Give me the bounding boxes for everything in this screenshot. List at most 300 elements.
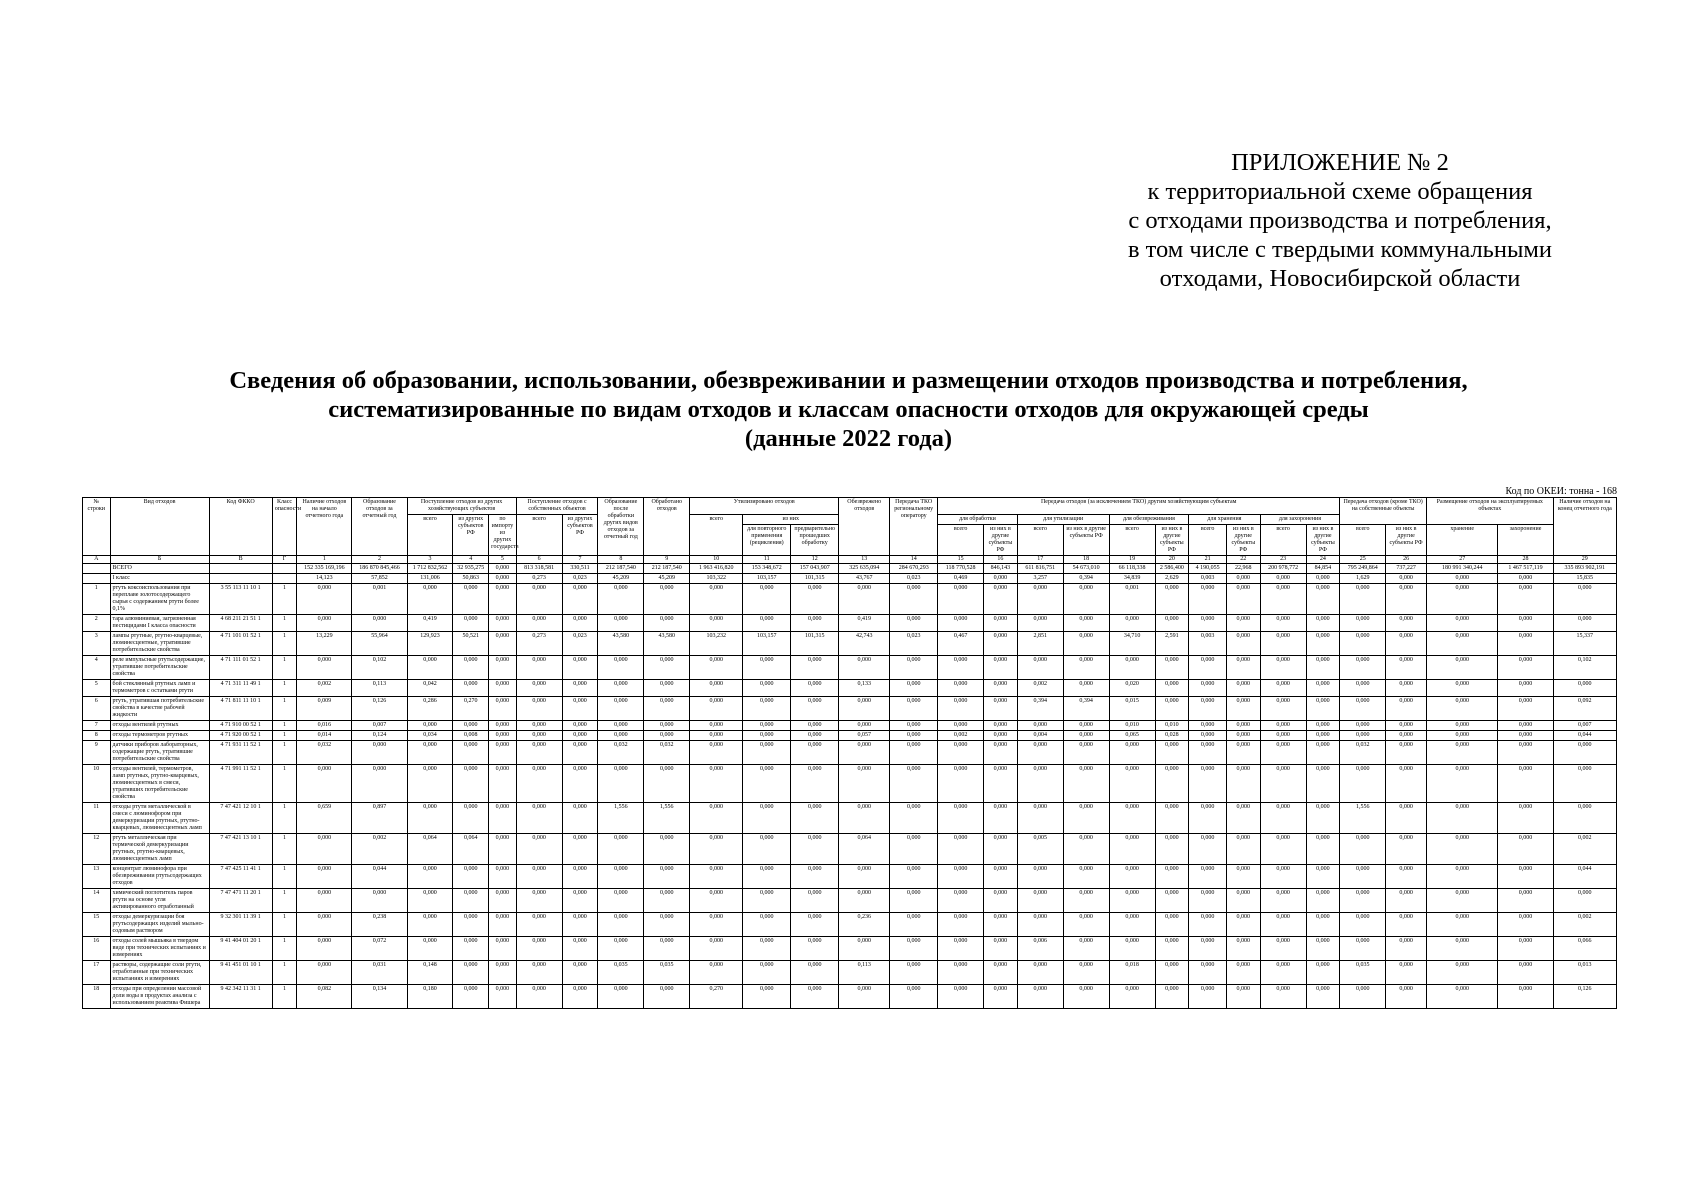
table-cell: 0,000 bbox=[407, 656, 453, 680]
table-cell bbox=[83, 574, 111, 584]
table-cell: 0,000 bbox=[516, 961, 562, 985]
table-cell: 0,000 bbox=[1189, 961, 1227, 985]
table-cell: 0,000 bbox=[1498, 697, 1553, 721]
table-cell: 0,000 bbox=[1386, 803, 1427, 834]
table-cell: 0,000 bbox=[1017, 889, 1063, 913]
table-cell: 284 670,293 bbox=[890, 564, 938, 574]
table-cell: 0,000 bbox=[1498, 889, 1553, 913]
table-cell: 0,000 bbox=[1063, 615, 1109, 632]
table-cell: 34,839 bbox=[1109, 574, 1155, 584]
table-cell: 0,000 bbox=[839, 889, 890, 913]
table-cell: 186 870 845,466 bbox=[352, 564, 407, 574]
table-cell: 0,000 bbox=[743, 656, 791, 680]
table-cell: 0,000 bbox=[352, 765, 407, 803]
col-header: Вид отходов bbox=[110, 498, 209, 556]
table-cell: 0,000 bbox=[1109, 889, 1155, 913]
table-cell: 0,000 bbox=[890, 741, 938, 765]
table-cell: 0,000 bbox=[562, 961, 598, 985]
table-cell: 0,000 bbox=[791, 741, 839, 765]
table-cell: 0,000 bbox=[1063, 721, 1109, 731]
table-cell: 0,035 bbox=[644, 961, 690, 985]
column-number: 10 bbox=[690, 556, 743, 564]
table-cell: 0,000 bbox=[489, 985, 517, 1009]
table-cell: 0,000 bbox=[1063, 741, 1109, 765]
table-cell: 0,000 bbox=[1340, 584, 1386, 615]
table-cell: 0,000 bbox=[1017, 584, 1063, 615]
table-cell: 0,000 bbox=[562, 889, 598, 913]
table-cell: 0,044 bbox=[1553, 731, 1616, 741]
table-cell: 0,000 bbox=[1553, 803, 1616, 834]
table-cell: 0,004 bbox=[1017, 731, 1063, 741]
table-cell: 0,000 bbox=[1063, 889, 1109, 913]
table-cell: 118 770,528 bbox=[938, 564, 984, 574]
table-cell: 0,000 bbox=[562, 741, 598, 765]
fkko-code-cell: 4 71 311 11 49 1 bbox=[209, 680, 272, 697]
table-cell: 0,000 bbox=[938, 584, 984, 615]
table-cell: 0,000 bbox=[1109, 834, 1155, 865]
table-cell: 0,000 bbox=[1427, 913, 1498, 937]
table-cell: 0,394 bbox=[1017, 697, 1063, 721]
table-cell: 0,000 bbox=[453, 913, 489, 937]
table-cell: 0,000 bbox=[1226, 680, 1260, 697]
table-cell: 43,580 bbox=[598, 632, 644, 656]
table-cell: 0,000 bbox=[1155, 985, 1189, 1009]
waste-type-cell: бой стеклянный ртутных ламп и термометров с остатками ртути bbox=[110, 680, 209, 697]
table-cell: 1,556 bbox=[598, 803, 644, 834]
table-cell: 0,000 bbox=[1306, 834, 1340, 865]
table-cell: 0,000 bbox=[984, 889, 1018, 913]
table-cell: 0,000 bbox=[644, 656, 690, 680]
table-row bbox=[83, 564, 1617, 574]
table-row bbox=[83, 961, 1617, 985]
table-cell: 0,000 bbox=[890, 803, 938, 834]
table-cell: 0,000 bbox=[489, 961, 517, 985]
table-cell: 32 935,275 bbox=[453, 564, 489, 574]
waste-type-cell: ртуть, утратившая потребительские свойства в качестве рабочей жидкости bbox=[110, 697, 209, 721]
table-cell: 0,000 bbox=[644, 721, 690, 731]
table-cell: 0,000 bbox=[1427, 680, 1498, 697]
table-cell: 0,000 bbox=[1260, 913, 1306, 937]
table-cell: 0,000 bbox=[644, 834, 690, 865]
table-cell: 0,000 bbox=[1189, 803, 1227, 834]
table-cell: 2,629 bbox=[1155, 574, 1189, 584]
table-cell: 0,000 bbox=[791, 834, 839, 865]
table-cell: 611 816,751 bbox=[1017, 564, 1063, 574]
table-cell: 0,000 bbox=[1386, 697, 1427, 721]
table-cell: 0,002 bbox=[1017, 680, 1063, 697]
table-cell: 5 bbox=[83, 680, 111, 697]
table-cell: 0,000 bbox=[1063, 834, 1109, 865]
table-row bbox=[83, 913, 1617, 937]
table-cell: 0,273 bbox=[516, 632, 562, 656]
table-cell: 0,000 bbox=[1427, 803, 1498, 834]
table-cell: 0,000 bbox=[1189, 721, 1227, 731]
okei-code: Код по ОКЕИ: тонна - 168 bbox=[1505, 486, 1617, 497]
table-cell: 795 249,864 bbox=[1340, 564, 1386, 574]
table-cell: 0,000 bbox=[1386, 889, 1427, 913]
table-cell: 0,000 bbox=[984, 865, 1018, 889]
table-cell: 0,000 bbox=[690, 765, 743, 803]
table-cell: 0,000 bbox=[516, 803, 562, 834]
table-cell: 0,000 bbox=[562, 803, 598, 834]
table-cell: 0,000 bbox=[1155, 656, 1189, 680]
table-cell: 0,000 bbox=[839, 584, 890, 615]
table-cell: 0,000 bbox=[1226, 574, 1260, 584]
column-number: 25 bbox=[1340, 556, 1386, 564]
table-cell: 0,000 bbox=[1306, 961, 1340, 985]
table-cell: 0,113 bbox=[839, 961, 890, 985]
table-cell: 0,000 bbox=[690, 680, 743, 697]
table-cell: 0,000 bbox=[1260, 834, 1306, 865]
table-cell: 0,000 bbox=[890, 865, 938, 889]
table-cell: 0,000 bbox=[690, 961, 743, 985]
table-row bbox=[83, 721, 1617, 731]
table-cell: 10 bbox=[83, 765, 111, 803]
table-cell: 0,000 bbox=[1155, 615, 1189, 632]
table-cell: 0,000 bbox=[690, 889, 743, 913]
table-cell: 0,000 bbox=[297, 656, 352, 680]
column-number: 3 bbox=[407, 556, 453, 564]
table-cell: 0,000 bbox=[1427, 741, 1498, 765]
table-cell: 0,000 bbox=[1427, 985, 1498, 1009]
table-cell: 4 bbox=[83, 656, 111, 680]
table-cell: 0,000 bbox=[938, 865, 984, 889]
table-cell: 0,065 bbox=[1109, 731, 1155, 741]
table-cell: 0,000 bbox=[690, 721, 743, 731]
waste-type-cell: датчики приборов лабораторных, содержащие ртуть, утратившие потребительские свойства bbox=[110, 741, 209, 765]
waste-type-cell: реле импульсные ртутьсодержащие, утратившие потребительские свойства bbox=[110, 656, 209, 680]
document-title bbox=[60, 366, 1637, 453]
table-cell: 0,000 bbox=[1260, 765, 1306, 803]
table-cell: 57,852 bbox=[352, 574, 407, 584]
table-cell: 0,000 bbox=[791, 584, 839, 615]
table-cell: 0,000 bbox=[562, 865, 598, 889]
table-cell: 0,000 bbox=[562, 721, 598, 731]
table-cell: 0,000 bbox=[1189, 937, 1227, 961]
table-cell: 0,000 bbox=[839, 697, 890, 721]
table-cell: 0,000 bbox=[598, 889, 644, 913]
col-header: Код ФККО bbox=[209, 498, 272, 556]
table-cell: 0,000 bbox=[516, 889, 562, 913]
table-cell: 103,322 bbox=[690, 574, 743, 584]
table-cell: 0,000 bbox=[1386, 834, 1427, 865]
table-cell: 0,000 bbox=[1226, 615, 1260, 632]
table-cell: 0,000 bbox=[1498, 765, 1553, 803]
table-cell: 0,469 bbox=[938, 574, 984, 584]
table-cell: 0,000 bbox=[1340, 985, 1386, 1009]
table-cell: 0,000 bbox=[1340, 765, 1386, 803]
table-cell: 103,157 bbox=[743, 632, 791, 656]
table-cell: 0,000 bbox=[984, 913, 1018, 937]
table-cell: 0,000 bbox=[598, 937, 644, 961]
column-number: А bbox=[83, 556, 111, 564]
table-cell: 325 635,094 bbox=[839, 564, 890, 574]
col-subheader: из других субъектов РФ bbox=[562, 515, 598, 556]
table-cell: 0,000 bbox=[1226, 741, 1260, 765]
table-cell: 0,000 bbox=[644, 937, 690, 961]
table-cell: 0,000 bbox=[644, 731, 690, 741]
table-cell: 0,000 bbox=[1189, 584, 1227, 615]
fkko-code-cell: 4 71 931 11 52 1 bbox=[209, 741, 272, 765]
table-cell: 0,000 bbox=[743, 584, 791, 615]
col-subheader: всего bbox=[938, 525, 984, 556]
table-cell: 0,000 bbox=[516, 765, 562, 803]
table-cell: 0,000 bbox=[1226, 765, 1260, 803]
table-cell: 45,209 bbox=[598, 574, 644, 584]
table-row bbox=[83, 574, 1617, 584]
table-cell: 0,000 bbox=[453, 615, 489, 632]
table-cell: 1 bbox=[272, 584, 296, 615]
table-cell: 0,000 bbox=[1340, 680, 1386, 697]
table-cell: 0,000 bbox=[516, 937, 562, 961]
table-cell: 0,000 bbox=[1553, 615, 1616, 632]
col-subheader: предварительно прошедших обработку bbox=[791, 525, 839, 556]
table-cell: 0,000 bbox=[516, 615, 562, 632]
table-cell: 0,003 bbox=[1189, 632, 1227, 656]
table-cell: 0,000 bbox=[1155, 803, 1189, 834]
table-cell: 0,000 bbox=[1189, 913, 1227, 937]
table-cell: 0,000 bbox=[489, 834, 517, 865]
table-cell: 0,000 bbox=[1498, 731, 1553, 741]
table-cell: 0,000 bbox=[1340, 615, 1386, 632]
col-header: Обработано отходов bbox=[644, 498, 690, 556]
table-cell: 0,044 bbox=[1553, 865, 1616, 889]
col-header: Поступление отходов с собственных объектов bbox=[516, 498, 598, 515]
table-cell: 0,000 bbox=[984, 697, 1018, 721]
table-cell: 0,000 bbox=[791, 961, 839, 985]
table-cell: 0,000 bbox=[598, 765, 644, 803]
table-cell: 0,000 bbox=[489, 632, 517, 656]
table-cell: 1 bbox=[272, 985, 296, 1009]
table-cell: 0,000 bbox=[562, 680, 598, 697]
table-cell: 0,005 bbox=[1017, 834, 1063, 865]
col-subheader: для обработки bbox=[938, 515, 1018, 525]
column-number: 7 bbox=[562, 556, 598, 564]
table-cell: 0,000 bbox=[1306, 865, 1340, 889]
table-cell: 0,035 bbox=[598, 961, 644, 985]
table-cell: 0,000 bbox=[1306, 937, 1340, 961]
table-cell: 55,964 bbox=[352, 632, 407, 656]
table-cell: 0,000 bbox=[489, 937, 517, 961]
table-cell: 0,126 bbox=[352, 697, 407, 721]
col-subheader: из них в другие субъекты РФ bbox=[1226, 525, 1260, 556]
table-cell: 0,031 bbox=[352, 961, 407, 985]
table-cell: 0,000 bbox=[1386, 961, 1427, 985]
table-cell: 0,000 bbox=[890, 615, 938, 632]
table-cell: 0,000 bbox=[516, 834, 562, 865]
table-cell: 0,072 bbox=[352, 937, 407, 961]
table-cell: 0,000 bbox=[1427, 961, 1498, 985]
table-cell: 0,000 bbox=[1109, 615, 1155, 632]
table-cell: 0,000 bbox=[743, 889, 791, 913]
table-cell: 0,000 bbox=[407, 913, 453, 937]
waste-data-table bbox=[82, 497, 1617, 1009]
table-cell: 0,000 bbox=[297, 865, 352, 889]
table-cell: 0,000 bbox=[1226, 584, 1260, 615]
col-subheader: для повторного применения (рецикления) bbox=[743, 525, 791, 556]
col-subheader: всего bbox=[1260, 525, 1306, 556]
table-cell: 0,000 bbox=[1306, 632, 1340, 656]
table-row bbox=[83, 731, 1617, 741]
table-cell: 0,000 bbox=[598, 731, 644, 741]
col-header: № строки bbox=[83, 498, 111, 556]
col-header: Размещение отходов на эксплуатируемых объектах bbox=[1427, 498, 1554, 525]
table-cell: 0,000 bbox=[839, 937, 890, 961]
table-cell: 0,000 bbox=[839, 765, 890, 803]
table-cell: 8 bbox=[83, 731, 111, 741]
table-cell: 0,000 bbox=[562, 584, 598, 615]
table-row bbox=[83, 656, 1617, 680]
table-cell: 0,000 bbox=[890, 913, 938, 937]
table-cell: 0,000 bbox=[1189, 834, 1227, 865]
table-cell: 0,000 bbox=[1189, 765, 1227, 803]
table-cell: 0,003 bbox=[1189, 574, 1227, 584]
table-cell: 0,023 bbox=[890, 574, 938, 584]
table-cell: 14,123 bbox=[297, 574, 352, 584]
appendix-caption-line: в том числе с твердыми коммунальными bbox=[1127, 236, 1553, 263]
table-cell: 0,034 bbox=[407, 731, 453, 741]
table-cell: 0,000 bbox=[1155, 680, 1189, 697]
table-cell: 0,000 bbox=[1386, 632, 1427, 656]
table-cell: 0,000 bbox=[1498, 656, 1553, 680]
table-cell: 54 673,010 bbox=[1063, 564, 1109, 574]
table-cell: 1 bbox=[272, 834, 296, 865]
table-cell: 129,923 bbox=[407, 632, 453, 656]
table-cell: 0,113 bbox=[352, 680, 407, 697]
table-cell: 0,009 bbox=[297, 697, 352, 721]
table-cell: 0,000 bbox=[1017, 985, 1063, 1009]
table-cell: 0,008 bbox=[453, 731, 489, 741]
table-cell: 0,023 bbox=[890, 632, 938, 656]
table-cell: 0,000 bbox=[453, 961, 489, 985]
table-cell: 0,000 bbox=[1109, 741, 1155, 765]
table-cell: 0,000 bbox=[1553, 765, 1616, 803]
table-cell: 0,000 bbox=[1189, 680, 1227, 697]
table-cell: 0,000 bbox=[1340, 937, 1386, 961]
table-cell: 0,000 bbox=[1260, 961, 1306, 985]
table-cell: 0,000 bbox=[1386, 765, 1427, 803]
table-cell: 330,511 bbox=[562, 564, 598, 574]
table-cell: 1 bbox=[272, 937, 296, 961]
table-cell: 0,000 bbox=[1063, 656, 1109, 680]
table-cell: 153 348,672 bbox=[743, 564, 791, 574]
fkko-code-cell: 9 41 404 01 20 1 bbox=[209, 937, 272, 961]
col-subheader: из них в другие субъекты РФ bbox=[984, 525, 1018, 556]
table-cell: 0,000 bbox=[1498, 803, 1553, 834]
table-cell: 0,064 bbox=[407, 834, 453, 865]
fkko-code-cell: 7 47 421 13 10 1 bbox=[209, 834, 272, 865]
table-cell: 0,000 bbox=[1498, 913, 1553, 937]
table-cell: 0,002 bbox=[297, 680, 352, 697]
table-cell: 0,000 bbox=[690, 865, 743, 889]
table-cell: 0,000 bbox=[598, 913, 644, 937]
table-cell: 0,000 bbox=[1017, 865, 1063, 889]
table-cell: 0,000 bbox=[1498, 584, 1553, 615]
col-subheader: из них в другие субъекты РФ bbox=[1063, 525, 1109, 556]
table-cell: 0,000 bbox=[1226, 697, 1260, 721]
table-cell: 0,000 bbox=[1155, 697, 1189, 721]
table-cell: 0,000 bbox=[1109, 913, 1155, 937]
waste-type-cell: I класс bbox=[110, 574, 209, 584]
table-cell: 0,000 bbox=[791, 985, 839, 1009]
table-row bbox=[83, 765, 1617, 803]
title-line: систематизированные по видам отходов и классам опасности отходов для окружающей среды bbox=[328, 396, 1369, 423]
table-cell: 0,000 bbox=[407, 865, 453, 889]
fkko-code-cell: 4 71 920 00 52 1 bbox=[209, 731, 272, 741]
table-cell: 0,000 bbox=[297, 913, 352, 937]
table-cell: 0,000 bbox=[1063, 680, 1109, 697]
table-cell: 0,064 bbox=[453, 834, 489, 865]
table-row bbox=[83, 985, 1617, 1009]
table-row bbox=[83, 741, 1617, 765]
table-cell: 0,000 bbox=[1189, 697, 1227, 721]
table-cell: 0,000 bbox=[1017, 913, 1063, 937]
table-cell: 0,000 bbox=[839, 985, 890, 1009]
column-number: 22 bbox=[1226, 556, 1260, 564]
table-cell: 0,000 bbox=[297, 961, 352, 985]
table-cell: 1 467 517,119 bbox=[1498, 564, 1553, 574]
table-cell: 0,000 bbox=[1155, 741, 1189, 765]
waste-type-cell: лампы ртутные, ртутно-кварцевые, люминесцентные, утратившие потребительские свойства bbox=[110, 632, 209, 656]
table-cell: 0,000 bbox=[1306, 889, 1340, 913]
table-cell: 0,286 bbox=[407, 697, 453, 721]
table-cell: 0,000 bbox=[743, 721, 791, 731]
table-cell: 9 bbox=[83, 741, 111, 765]
table-cell: 0,000 bbox=[938, 656, 984, 680]
table-cell: 0,000 bbox=[1553, 889, 1616, 913]
table-cell: 0,000 bbox=[598, 865, 644, 889]
table-cell: 0,000 bbox=[984, 680, 1018, 697]
table-cell: 0,000 bbox=[516, 731, 562, 741]
table-row bbox=[83, 615, 1617, 632]
table-cell: 0,000 bbox=[489, 731, 517, 741]
table-cell: 0,020 bbox=[1109, 680, 1155, 697]
table-cell: 0,000 bbox=[1260, 697, 1306, 721]
table-cell: 0,000 bbox=[1155, 834, 1189, 865]
table-row bbox=[83, 889, 1617, 913]
table-cell: 0,000 bbox=[352, 741, 407, 765]
table-cell: 4 190,055 bbox=[1189, 564, 1227, 574]
column-number: 19 bbox=[1109, 556, 1155, 564]
table-cell: 0,238 bbox=[352, 913, 407, 937]
table-cell: 0,000 bbox=[489, 697, 517, 721]
table-cell: 180 991 340,244 bbox=[1427, 564, 1498, 574]
table-cell: 0,000 bbox=[1498, 680, 1553, 697]
table-cell: 1 712 832,562 bbox=[407, 564, 453, 574]
table-cell: 0,000 bbox=[562, 615, 598, 632]
table-cell: 0,000 bbox=[562, 985, 598, 1009]
column-number: 6 bbox=[516, 556, 562, 564]
table-cell: 0,000 bbox=[1260, 731, 1306, 741]
table-cell: 22,968 bbox=[1226, 564, 1260, 574]
col-header: Поступление отходов из других хозяйствующих субъектов bbox=[407, 498, 516, 515]
table-cell bbox=[272, 574, 296, 584]
table-cell: 0,000 bbox=[407, 889, 453, 913]
table-cell: 0,000 bbox=[516, 741, 562, 765]
table-cell: 813 318,581 bbox=[516, 564, 562, 574]
table-cell: 0,000 bbox=[1109, 803, 1155, 834]
col-subheader: для обезвреживания bbox=[1109, 515, 1189, 525]
table-cell: 0,000 bbox=[743, 985, 791, 1009]
table-cell: 0,000 bbox=[1306, 741, 1340, 765]
column-number: 14 bbox=[890, 556, 938, 564]
table-cell: 43,767 bbox=[839, 574, 890, 584]
table-cell: 0,015 bbox=[1109, 697, 1155, 721]
table-cell: 0,000 bbox=[984, 765, 1018, 803]
table-cell: 0,000 bbox=[1063, 765, 1109, 803]
column-number: 21 bbox=[1189, 556, 1227, 564]
col-subheader: всего bbox=[1017, 525, 1063, 556]
